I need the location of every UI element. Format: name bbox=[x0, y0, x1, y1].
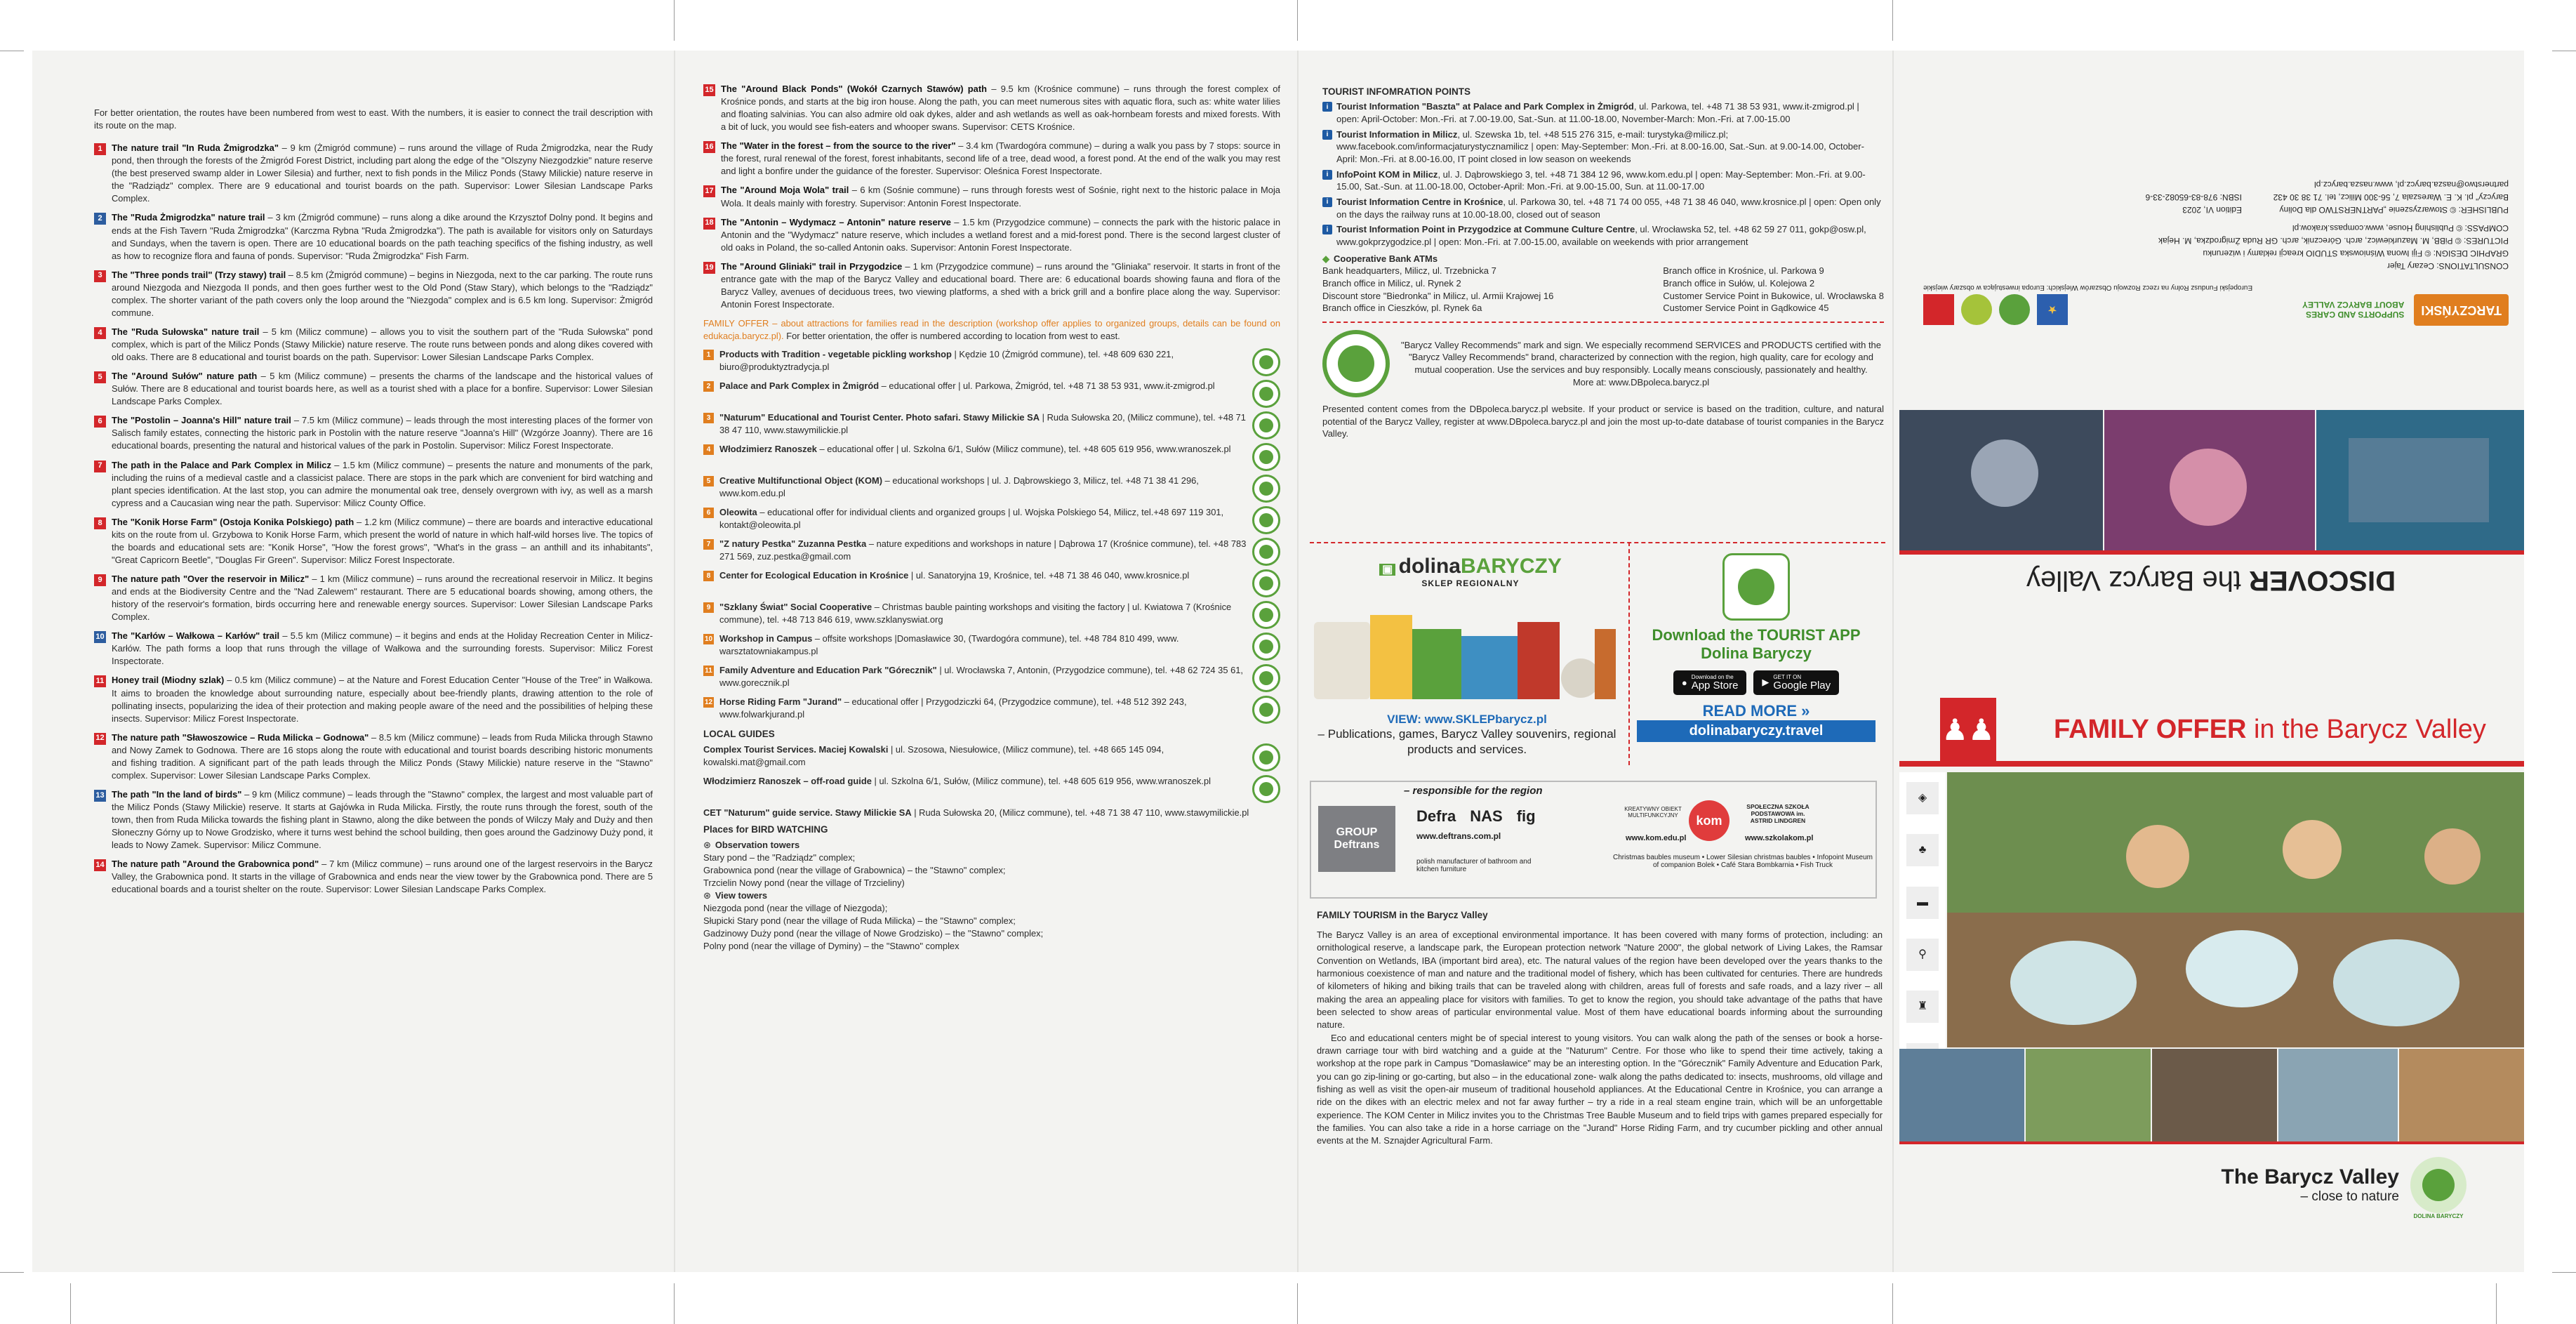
trail-number: 3 bbox=[94, 270, 106, 282]
info-title: Tourist Information in Milicz bbox=[1336, 128, 1458, 140]
family-offer-item bbox=[703, 411, 1280, 439]
app-download-block bbox=[1637, 553, 1875, 742]
red-bar bbox=[1899, 1141, 2524, 1144]
trail-title: The path "In the land of birds" bbox=[112, 788, 242, 800]
trail-item bbox=[703, 184, 1280, 209]
discover-photo-strip bbox=[1899, 410, 2524, 552]
offer-number: 3 bbox=[703, 413, 714, 423]
trail-item bbox=[94, 370, 653, 408]
trail-title: The "Three ponds trail" (Trzy stawy) trail bbox=[112, 269, 286, 280]
info-icon: i bbox=[1322, 197, 1332, 207]
trail-text: – 3 km (Żmigród commune) – runs along a dike around the Krzysztof Dolny pond. It begins and ends at the Fish Tavern "Ruda Żmigrodzka" (Karczma Rybna "Ruda Żmigrodzka"). The path is available for visitors only on Saturdays and Sundays, when the tavern is open. There are 10 educational boards on the path teaching specifics of the fishing industry, as well as how to recognize flora and fauna of ponds. Supervisor: "Ruda Żmigrodzka" Fish Farm. bbox=[112, 212, 653, 261]
offer-number: 2 bbox=[703, 381, 714, 392]
crop-mark bbox=[0, 1272, 24, 1273]
trail-item bbox=[94, 142, 653, 205]
trail-text: – 3.4 km (Twardogóra commune) – during a walk you pass by 7 stops: source in the forest, rural renewal of the forest, forest inhabitants, second life of a tree, dead wood, a forest pond. At the end of the walk you may rest and light a bonfire under the guidance of the forester. Supervisor: Oleśnica Forest Inspectorate. bbox=[721, 140, 1281, 177]
eu-flag-icon: ★ bbox=[2037, 295, 2068, 326]
trail-number: 8 bbox=[94, 517, 106, 529]
trail-number: 15 bbox=[703, 84, 715, 96]
recommends-badge-icon bbox=[1252, 775, 1280, 803]
offer-title: Horse Riding Farm "Jurand" bbox=[719, 696, 842, 708]
atm-item: Branch office in Cieszków, pl. Rynek 6a bbox=[1322, 303, 1482, 314]
guide-title: CET "Naturum" guide service. Stawy Milickie SA bbox=[703, 807, 912, 819]
hiking-icon: ♜ bbox=[1906, 991, 1939, 1023]
trail-number: 9 bbox=[94, 574, 106, 586]
family-offer-item bbox=[703, 696, 1280, 724]
trail-item bbox=[94, 269, 653, 319]
recommends-badge-icon bbox=[1252, 443, 1280, 471]
info-icon: i bbox=[1322, 102, 1332, 112]
offer-title: "Naturum" Educational and Tourist Center. Photo safari. Stawy Milickie SA bbox=[719, 412, 1040, 423]
google-play-button[interactable]: ▶ GET IT ON Google Play bbox=[1753, 670, 1839, 695]
atm-item: Customer Service Point in Bukowice, ul. Wrocławska 8 bbox=[1663, 290, 1884, 301]
brand-name: Defra bbox=[1416, 807, 1456, 825]
trail-text: – 8.5 km (Żmigród commune) – begins in Niezgoda, next to the car parking. The route runs around Niezgoda and Niezgoda II ponds, and then goes further west to the Old Pond (Staw Stary), which belongs to the "Radziądz" complex. The shorter variant of the path covers only the loop around the "Niezgoda" complex and is 6.5 km long. Supervisor: Żmigród commune. bbox=[112, 269, 653, 318]
tower-item: Grabownica pond (near the village of Grabownica) – the "Stawno" complex; bbox=[703, 865, 1006, 876]
supports-text: SUPPORTS AND CARES ABOUT BARYCZ VALLEY bbox=[2302, 300, 2405, 320]
trail-item bbox=[94, 211, 653, 262]
atm-list-right bbox=[1663, 265, 1884, 315]
recommends-text: "Barycz Valley Recommends" mark and sign. We especially recommend SERVICES and PRODUCTS certified with the "Barycz Valley Recommends" brand, characterized by connection with the region, high quality, care for ecology and mutual cooperation. Use the services and buy responsibly. Locally means consciously, passionately and healthy. bbox=[1400, 339, 1882, 376]
deftrans-logo: GROUP Deftrans bbox=[1318, 806, 1395, 872]
trail-number: 17 bbox=[703, 185, 715, 197]
recommends-badge-icon bbox=[1252, 696, 1280, 724]
crop-mark bbox=[1892, 0, 1893, 41]
atm-item: Bank headquarters, Milicz, ul. Trzebnicka 7 bbox=[1322, 265, 1496, 277]
trail-number: 4 bbox=[94, 327, 106, 339]
trail-number: 18 bbox=[703, 218, 715, 230]
trail-text: – 1 km (Milicz commune) – runs around the recreational reservoir in Milicz. It begins and ends at the Biodiversity Centre and the "Nad Zalewem" restaurant. There are 5 educational boards showing, among others, the history of the reservoir's formation, birds occurring here and renewable energy sources. Supervisor: Lower Silesian Landscape Parks Complex. bbox=[112, 574, 653, 623]
offer-text: | ul. Wrocławska 7, Antonin, (Przygodzice commune), tel. +48 62 724 35 61, www.gorecznik.pl bbox=[719, 665, 1243, 689]
dolina-baryczy-logo: DOLINA BARYCZY bbox=[2405, 1157, 2472, 1227]
offer-text: – educational offer for individual clients and organized groups | ul. Wojska Polskiego 54, Milicz, tel.+48 697 119 301, kontakt@oleowita.pl bbox=[719, 507, 1224, 531]
red-bar bbox=[1899, 761, 2524, 767]
trail-item bbox=[94, 414, 653, 452]
recommends-badge-icon bbox=[1252, 601, 1280, 629]
info-icon: i bbox=[1322, 225, 1332, 234]
info-title: Tourist Information Point in Przygodzice at Commune Culture Centre bbox=[1336, 224, 1635, 235]
trail-item bbox=[703, 140, 1280, 178]
family-offer-item bbox=[703, 538, 1280, 566]
play-icon: ▶ bbox=[1762, 677, 1770, 688]
recommends-badge-icon bbox=[1252, 348, 1280, 376]
atm-title: Cooperative Bank ATMs bbox=[1334, 253, 1438, 264]
tower-item: Polny pond (near the village of Dyminy) – the "Stawno" complex bbox=[703, 941, 960, 952]
recommends-badge-icon bbox=[1252, 633, 1280, 661]
tourist-info-item bbox=[1322, 100, 1884, 125]
offer-number: 12 bbox=[703, 697, 714, 708]
trail-text: – 7.5 km (Milicz commune) – leads through the most interesting places of the former von Salisch family estates, connecting the historic park in Postolin with the nature reserve "Joanna's Hill" (Wzgórze Joanny). There are 16 educational boards, presenting the natural and historical values of the park in Postolin. Supervisor: Milicz Forest Inspectorate. bbox=[112, 415, 653, 451]
trail-item bbox=[94, 858, 653, 896]
kom-url[interactable]: www.kom.edu.pl bbox=[1626, 834, 1687, 842]
bird-watching-title: Places for BIRD WATCHING bbox=[703, 824, 828, 835]
tarczynski-logo: TARCZYŃSKI bbox=[2414, 294, 2509, 326]
regional-products-image bbox=[1307, 601, 1624, 706]
leader-logo bbox=[1999, 295, 2030, 326]
tower-item: Niezgoda pond (near the village of Niezgoda); bbox=[703, 903, 888, 914]
trail-number: 1 bbox=[94, 143, 106, 155]
offer-title: "Szklany Świat" Social Cooperative bbox=[719, 602, 872, 613]
trail-item bbox=[703, 260, 1280, 311]
tourist-info-list bbox=[1322, 100, 1884, 248]
guide-text: | ul. Szosowa, Niesułowice, (Milicz commune), tel. +48 665 145 094, kowalski.mat@gmail.com bbox=[703, 744, 1164, 768]
recommends-badge-icon bbox=[1252, 538, 1280, 566]
trail-title: The "Antonin – Wydymacz – Antonin" nature reserve bbox=[721, 216, 951, 227]
intro-text: For better orientation, the routes have been numbered from west to east. With the numbers, it is easier to connect the trail description with its route on the map. bbox=[94, 107, 653, 131]
publisher: PUBLISHER: © Stowarzyszenie „PARTNERSTWO dla Doliny Baryczy" pl. K. E. Wareszala 7, 56-300 Milicz, tel. 71 38 30 432 partnerstwo@nasza.barycz.pl, www.nasza.barycz.pl bbox=[2273, 180, 2509, 215]
fish-icon: ◈ bbox=[1906, 782, 1939, 814]
prow-logo bbox=[1961, 295, 1992, 326]
workshop-photo bbox=[1947, 772, 2524, 1047]
offer-text: – educational offer | ul. Szkolna 6/1, Sułów (Milicz commune), tel. +48 605 619 956, www.wranoszek.pl bbox=[816, 444, 1231, 455]
trail-list bbox=[94, 142, 653, 896]
consultations: CONSULTATIONS: Cezary Tajer bbox=[2386, 261, 2509, 271]
fold-line bbox=[1892, 51, 1894, 1272]
info-icon: i bbox=[1322, 130, 1332, 140]
apple-icon: ● bbox=[1681, 677, 1687, 688]
kom-logo: kom bbox=[1689, 800, 1729, 841]
bottom-photo-strip bbox=[1899, 1049, 2524, 1141]
recommends-badge-icon bbox=[1252, 743, 1280, 772]
trail-item bbox=[94, 630, 653, 668]
trail-item bbox=[94, 516, 653, 567]
trail-number: 12 bbox=[94, 733, 106, 745]
family-tourism-p1: The Barycz Valley is an area of exceptional environmental importance. It has been covered with many forms of protection, including: an ornithological reserve, a landscape park, the European protection network "Nature 2000", the global network of Living Lakes, the Ramsar Convention on Wetlands, IBA (important bird area), etc. The natural values of the region have been developed over the years thanks to the harmonious coexistence of man and nature and the traditional model of fishery, which has been cultivated for centuries. There are hundreds of kilometers of hiking and biking trails that can be traveled along with children, areas full of forests and safe roads, and a lazy river – all making the area an appealing place for visitors with families. To get to know the region, you should take advantage of the paths that have been selected to show areas of particular environmental value. Most of them have educational boards informing about the surrounding nature. bbox=[1317, 929, 1883, 1031]
trail-number: 14 bbox=[94, 859, 106, 871]
trail-text: – 0.5 km (Milicz commune) – at the Nature and Forest Education Center "House of the Tree" in Wałkowa. It aims to broaden the knowledge about surrounding nature, especially about bee-friendly plants, drawing attention to the role of pollinating insects, popularizing the idea of their protection and making people aware of the need and the possibilities of helping these insects. Supervisor: Milicz Forest Inspectorate. bbox=[112, 675, 653, 724]
trail-title: Honey trail (Miodny szlak) bbox=[112, 675, 225, 686]
binoculars-icon: ⊛ bbox=[703, 839, 711, 850]
trail-title: The "Around Black Ponds" (Wokół Czarnych Stawów) path bbox=[721, 84, 988, 94]
recommends-badge-icon bbox=[1252, 506, 1280, 534]
recommends-badge-icon bbox=[1252, 664, 1280, 692]
crop-mark bbox=[1297, 1283, 1298, 1324]
kom-name: KREATYWNY OBIEKT MULTIFUNKCYJNY bbox=[1624, 806, 1682, 819]
atm-item: Branch office in Milicz, ul. Rynek 2 bbox=[1322, 278, 1461, 289]
family-offer-intro: FAMILY OFFER – about attractions for families read in the description (workshop offer applies to organized groups, details can be found on edukacja.barycz.pl). For better orientation, the offer is numbered according to location from west to east. bbox=[703, 318, 1280, 342]
family-offer-title: FAMILY OFFER in the Barycz Valley bbox=[2054, 715, 2486, 744]
guide-title: Complex Tourist Services. Maciej Kowalski bbox=[703, 744, 889, 755]
crop-mark bbox=[1297, 0, 1298, 41]
offer-title: Workshop in Campus bbox=[719, 633, 813, 644]
trail-item bbox=[94, 459, 653, 510]
info-column bbox=[1322, 86, 1884, 446]
nature-icon: ♣ bbox=[1906, 834, 1939, 866]
offer-text: – offsite workshops |Domasławice 30, (Twardogóra commune), tel. +48 784 810 499, www. warsztatowniakampus.pl bbox=[719, 633, 1179, 657]
offer-title: "Z natury Pestka" Zuzanna Pestka bbox=[719, 538, 867, 550]
trail-number: 2 bbox=[94, 213, 106, 225]
family-offer-item bbox=[703, 506, 1280, 534]
trail-item bbox=[703, 216, 1280, 254]
info-text: , ul. J. Dąbrowskiego 3, tel. +48 71 384 12 96, www.kom.edu.pl | open: May-September: Mon.-Fri. at 9.00-15.00, Sat.-Sun. at 11.00-18.00, October-April: Mon.-Fri. at 9.00-15.00, Sun. at 11.00-17.00 bbox=[1336, 168, 1866, 192]
presented-text: Presented content comes from the DBpoleca.barycz.pl website. If your product or service is based on the tradition, culture, and natural potential of the Barycz Valley, register at www.DBpoleca.barycz.pl and join the most up-to-date database of tourist companies in the Barycz Valley. bbox=[1322, 404, 1884, 439]
recommends-badge-icon bbox=[1252, 475, 1280, 503]
trail-title: The "Around Moja Wola" trail bbox=[721, 185, 849, 196]
info-text: , ul. Wrocławska 52, tel. +48 62 59 27 011, gokp@osw.pl, www.gokprzygodzice.pl | open: Mon.-Fri. at 7.00-15.00, available on weekends with prior arrangement bbox=[1336, 224, 1866, 248]
shop-app-divider bbox=[1628, 542, 1630, 765]
trail-title: The "Karłów – Wałkowa – Karłów" trail bbox=[112, 630, 280, 642]
app-title: Download the TOURIST APP Dolina Baryczy bbox=[1652, 626, 1861, 663]
offer-text: | Kędzie 10 (Żmigród commune), tel. +48 609 630 221, biuro@produktyztradycja.pl bbox=[719, 349, 1174, 373]
trail-text: – 5 km (Milicz commune) – allows you to visit the southern part of the "Ruda Sułowska" pond complex, which is part of the Milicz Ponds (Stawy Milickie) nature reserve. The route runs between ponds and along dikes covered with old oaks. There are 8 educational and tourist boards on the path. Supervisor: Lower Silesian Landscape Parks Complex. bbox=[112, 326, 653, 363]
deftrans-desc: polish manufacturer of bathroom and kitchen furniture bbox=[1416, 858, 1532, 873]
fold-line bbox=[1297, 51, 1299, 1272]
regional-shop-logo: ▣ dolinaBARYCZY SKLEP REGIONALNY bbox=[1369, 555, 1572, 588]
atm-item: Branch office in Sułów, ul. Kolejowa 2 bbox=[1663, 278, 1815, 289]
trail-title: The path in the Palace and Park Complex in Milicz bbox=[112, 459, 331, 470]
trail-item bbox=[94, 788, 653, 852]
trail-text: – 8.5 km (Milicz commune) – leads from Ruda Milicka through Stawno and Nowy Zamek to Godnowa. There are 16 stops along the route with educational and tourist boards describing historic monuments and fishing tradition. A significant part of the path leads through the Milicz Ponds (Stawy Milickie) nature reserve in the "Stawno" complex. Supervisor: Lower Silesian Landscape Parks Complex. bbox=[112, 731, 653, 781]
offer-title: Products with Tradition - vegetable pickling workshop bbox=[719, 349, 952, 360]
graphic-design: GRAPHIC DESIGN: © Fiji Iwona Wiśniowska STUDIO kreacji reklamy i wizerunku bbox=[2203, 249, 2509, 258]
guides-list bbox=[703, 743, 1280, 819]
atm-item: Customer Service Point in Gądkowice 45 bbox=[1663, 303, 1829, 314]
red-bar bbox=[1899, 550, 2524, 555]
shop-link[interactable]: VIEW: www.SKLEPbarycz.pl bbox=[1387, 713, 1547, 726]
crop-mark bbox=[70, 1283, 71, 1324]
chevron-right-icon: » bbox=[1801, 701, 1810, 720]
trails-column-2 bbox=[703, 83, 1280, 953]
offer-title: Oleowita bbox=[719, 507, 757, 518]
guide-item bbox=[703, 807, 1280, 819]
trail-text: – 5 km (Milicz commune) – presents the charms of the landscape and the historical values of Sułów. There are 8 educational and tourist boards here, as well as a tourist shed with a place for a bonfire. Supervisor: Lower Silesian Landscape Parks Complex. bbox=[112, 371, 653, 407]
info-text: , ul. Szewska 1b, tel. +48 515 276 315, e-mail: turystyka@milicz.pl; www.facebook.com/informacjaturystycznamilicz | open: May-September: Mon.-Fri. at 8.00-16.00, Sat.-Sun. at 9.00-14.00, October-April: Mon.-Fri. at 8.00-16.00, IT point closed in low season on weekends bbox=[1336, 128, 1864, 165]
trail-number: 19 bbox=[703, 262, 715, 274]
family-offer-item bbox=[703, 633, 1280, 661]
local-guides-title: LOCAL GUIDES bbox=[703, 729, 775, 740]
family-offer-item bbox=[703, 443, 1280, 471]
trail-title: The "Around Sułów" nature path bbox=[112, 371, 258, 382]
offer-text: – Christmas bauble painting workshops and visiting the factory | ul. Kwiatowa 7 (Krośnice commune), tel. +48 713 846 619, www.szklanyswiat.org bbox=[719, 602, 1232, 625]
trail-text: – 1.5 km (Milicz commune) – presents the nature and monuments of the park, including the ruins of a medieval castle and a classicist palace. There are stops in the park which are convenient for bird watching and plant species identification. At the last stop, you can admire the monumental oak tree, densely overgrown with ivy, as well as a marsh cypress and a Caucasian wing near the path. Supervisor: Milicz County Office. bbox=[112, 459, 653, 508]
deftrans-brands bbox=[1416, 807, 1536, 826]
family-offer-item bbox=[703, 601, 1280, 629]
brand-name: fig bbox=[1516, 807, 1536, 825]
info-title: Tourist Information Centre in Krośnice bbox=[1336, 197, 1503, 208]
guide-title: Włodzimierz Ranoszek – off-road guide bbox=[703, 776, 872, 787]
family-tourism-title: FAMILY TOURISM in the Barycz Valley bbox=[1317, 910, 1488, 920]
edition: Edition VI, 2023 bbox=[2182, 205, 2242, 215]
trail-text: – 5.5 km (Milicz commune) – it begins and ends at the Holiday Recreation Center in Milicz- Karłów. The path forms a loop that runs through the village of Wałkowa and the surrounding forests. Supervisor: Milicz Forest Inspectorate. bbox=[112, 630, 653, 667]
family-icon: ♟♟ bbox=[1940, 698, 1996, 761]
offer-number: 1 bbox=[703, 350, 714, 360]
tourist-info-title: TOURIST INFOMRATION POINTS bbox=[1322, 86, 1470, 97]
offer-text: – educational workshops | ul. J. Dąbrowskiego 3, Milicz, tel. +48 71 38 41 296, www.kom.edu.pl bbox=[719, 475, 1199, 499]
offer-title: Center for Ecological Education in Krośnice bbox=[719, 570, 909, 581]
shop-caption: VIEW: www.SKLEPbarycz.pl – Publications, games, Barycz Valley souvenirs, regional products and services. bbox=[1313, 712, 1621, 757]
offer-number: 6 bbox=[703, 508, 714, 518]
trail-number: 10 bbox=[94, 631, 106, 643]
view-towers-list bbox=[703, 902, 1280, 953]
family-offer-item bbox=[703, 569, 1280, 597]
trail-number: 11 bbox=[94, 675, 106, 687]
observation-towers-list bbox=[703, 852, 1280, 889]
crop-mark bbox=[1892, 1283, 1893, 1324]
offer-title: Palace and Park Complex in Żmigród bbox=[719, 380, 879, 392]
family-offer-item bbox=[703, 664, 1280, 692]
offer-text: – nature expeditions and workshops in nature | Dąbrowa 17 (Krośnice commune), tel. +48 783 271 569, zuz.pestka@gmail.com bbox=[719, 538, 1247, 562]
family-tourism-p2: Eco and educational centers might be of special interest to young visitors. You can walk along the path of the senses or book a horse-drawn carriage tour with bird watching and a guide at the "Naturum" Centre. For those who like to spend their time actively, taking a workshop at the rope park in Campus "Domasławice" may be an interesting option. In the "Górecznik" Family Adventure and Education Park, you can go zip-lining or go-carting, but also – in the educational zone- walk along the paths dedicated to: insects, mushrooms, old village and fishing as well as visit the open-air museum of traditional household appliances. At the Educational Centre in Krośnice, you can arrange a ride on the dikes with an electric melex and not far away further – try a ride in a real steam engine train, which will be an unforgettable experience. The KOM Center in Milicz invites you to the Christmas Tree Bauble Museum and to field trips with games prepared especially for the families. You can also take a ride in a horse carriage on the "Jurand" Horse Riding Farm, and try cucumber pickling and other annual events at the M. Sznajder Agricultural Farm. bbox=[1317, 1032, 1883, 1146]
trail-text: – 9 km (Milicz commune) – leads through the "Stawno" complex, the largest and most valuable part of the Milicz Ponds (Stawy Milickie) reserve. It starts at Gajówka in Ruda Milicka. Firstly, the route runs through the forest, south of the town, then from Ruda Milicka towards the fishing plant in Stawno, along the dike between the ponds of Wilczy Mały and Duży and then Słoneczny Górny up to Nowe Grodzisko, where it turns west behind the school building, then goes around the Gadzinowy Duży pond, it leads to Nowy Zamek. Supervisor: Milicz Commune. bbox=[112, 788, 653, 851]
crop-mark bbox=[2552, 1272, 2576, 1273]
recommends-badge-icon bbox=[1252, 411, 1280, 439]
guide-text: | ul. Szkolna 6/1, Sułów, (Milicz commune), tel. +48 605 619 956, www.wranoszek.pl bbox=[871, 776, 1211, 787]
crop-mark bbox=[2496, 1283, 2497, 1324]
trail-number: 5 bbox=[94, 371, 106, 383]
trail-title: The nature path "Sławoszowice – Ruda Milicka – Godnowa" bbox=[112, 731, 369, 743]
responsible-title: – responsible for the region bbox=[1404, 785, 1543, 797]
family-offer-list bbox=[703, 348, 1280, 724]
trail-number: 6 bbox=[94, 416, 106, 428]
guide-item bbox=[703, 775, 1280, 803]
trail-title: The "Around Gliniaki" trail in Przygodzice bbox=[721, 260, 903, 272]
bank-icon: ◆ bbox=[1322, 253, 1329, 264]
observation-towers-title: Observation towers bbox=[715, 839, 800, 850]
atm-item: Discount store "Biedronka" in Milicz, ul. Armii Krajowej 16 bbox=[1322, 290, 1554, 301]
trail-text: – 6 km (Sośnie commune) – runs through forests west of Sośnie, right next to the historic palace in Moja Wola. It deals mainly with forestry. Supervisor: Antonin Forest Inspectorate. bbox=[721, 185, 1280, 208]
offer-title: Creative Multifunctional Object (KOM) bbox=[719, 475, 883, 486]
family-offer-item bbox=[703, 348, 1280, 376]
shop-icon: ▣ bbox=[1379, 564, 1395, 576]
bike-icon: ⚲ bbox=[1906, 939, 1939, 971]
recommends-badge-icon bbox=[1252, 380, 1280, 408]
travel-url-button[interactable]: dolinabaryczy.travel bbox=[1637, 720, 1875, 742]
guide-item bbox=[703, 743, 1280, 772]
info-icon: i bbox=[1322, 170, 1332, 180]
atm-list-left bbox=[1322, 265, 1553, 315]
trail-number: 13 bbox=[94, 790, 106, 802]
trail-title: The "Water in the forest – from the source to the river" bbox=[721, 140, 956, 152]
trail-title: The nature path "Around the Grabownica pond" bbox=[112, 859, 319, 870]
trail-list bbox=[703, 83, 1280, 311]
atm-item: Branch office in Krośnice, ul. Parkowa 9 bbox=[1663, 265, 1824, 277]
offer-number: 10 bbox=[703, 634, 714, 644]
trail-number: 16 bbox=[703, 141, 715, 153]
pictures: PICTURES: © PiBB, M. Mazurkiewicz, arch. Górecznik, arch. GR Ruda Żmigrodzka, M. Hejak bbox=[2158, 236, 2509, 246]
info-text: , ul. Parkowa, tel. +48 71 38 53 931, www.it-zmigrod.pl | open: April-October: Mon.-Fri. at 7.00-19.00, Sat.-Sun. at 11.00-18.00, November-March: Mon.-Fri. at 7.00-15.00 bbox=[1336, 101, 1859, 125]
school-url[interactable]: www.szkolakom.pl bbox=[1745, 834, 1814, 842]
app-icon[interactable] bbox=[1722, 553, 1790, 621]
trail-item bbox=[94, 731, 653, 782]
trail-text: – 1.2 km (Milicz commune) – there are boards and interactive educational kits on the route from ul. Grzybowa to Konik Horse Farm, which present the world of nature in which half-wild horses live. The topics of the boards and educational sets are: "Konik Horse", "How the forest grows", "What's in the grass – an anthill and its inhabitants", "Great Capricorn Beetle", "Douglas Fir Green". Supervisor: Milicz Forest Inspectorate. bbox=[112, 516, 653, 565]
view-towers-title: View towers bbox=[715, 890, 768, 901]
info-title: InfoPoint KOM in Milicz bbox=[1336, 168, 1438, 180]
trails-column-1 bbox=[94, 63, 653, 902]
tower-item: Słupicki Stary pond (near the village of Ruda Milicka) – the "Stawno" complex; bbox=[703, 915, 1016, 927]
trail-title: The "Postolin – Joanna's Hill" nature trail bbox=[112, 415, 291, 426]
family-offer-item bbox=[703, 475, 1280, 503]
trail-text: – 7 km (Milicz commune) – runs around one of the largest reservoirs in the Barycz Valley, the Grabownica pond. It starts in the village of Grabownica and ends near the view tower by the Grabownica pond. There are 5 educational boards and a tourist shelter on the route. Supervisor: Lower Silesian Landscape Parks Complex. bbox=[112, 859, 653, 895]
tower-item: Trzcielin Nowy pond (near the village of Trzcieliny) bbox=[703, 878, 905, 889]
tourist-info-item bbox=[1322, 168, 1884, 193]
info-text: , ul. Parkowa 30, tel. +48 71 74 00 055, +48 71 38 46 040, www.krosnice.pl | open: Open only on the days the railway runs at 10.00-18.00, closed out of season bbox=[1336, 197, 1881, 220]
school-name: SPOŁECZNA SZKOŁA PODSTAWOWA im. ASTRID LINDGREN bbox=[1746, 803, 1810, 824]
compass: COMPASS: © Publishing House, www.compass.krakow.pl bbox=[2292, 223, 2509, 233]
credits-panel-upside-down bbox=[1923, 77, 2509, 337]
binoculars-icon: ⊛ bbox=[703, 890, 711, 901]
kom-desc: Christmas baubles museum • Lower Silesian christmas baubles • Infopoint Museum of companion Bolek • Café Stara Bombkarnia • Fish Truck bbox=[1613, 854, 1873, 869]
offer-number: 11 bbox=[703, 666, 714, 676]
trail-title: The "Ruda Żmigrodzka" nature trail bbox=[112, 212, 265, 223]
offer-number: 4 bbox=[703, 444, 714, 455]
deftrans-url[interactable]: www.deftrans.com.pl bbox=[1416, 831, 1501, 841]
offer-number: 8 bbox=[703, 571, 714, 581]
isbn: ISBN: 978-83-65082-33-6 bbox=[2145, 192, 2242, 202]
guide-text: | Ruda Sułowska 20, (Milicz commune), tel. +48 71 38 47 110, www.stawymilickie.pl bbox=[911, 807, 1249, 819]
fold-line bbox=[674, 51, 675, 1272]
eu-text: Europejski Fundusz Rolny na rzecz Rozwoju Obszarów Wiejskich: Europa inwestująca w obszary wiejskie bbox=[1923, 284, 2253, 291]
trail-item bbox=[703, 83, 1280, 133]
bed-icon: ▬ bbox=[1906, 887, 1939, 919]
trail-title: The "Konik Horse Farm" (Ostoja Konika Polskiego) path bbox=[112, 516, 354, 527]
info-title: Tourist Information "Baszta" at Palace and Park Complex in Żmigród bbox=[1336, 101, 1634, 112]
crop-mark bbox=[674, 0, 675, 41]
tower-item: Gadzinowy Duży pond (near the village of Nowe Grodzisko) – the "Stawno" complex; bbox=[703, 928, 1044, 939]
barycz-valley-recommends-logo bbox=[1322, 330, 1390, 397]
offer-title: Włodzimierz Ranoszek bbox=[719, 444, 817, 455]
recommends-badge-icon bbox=[1252, 569, 1280, 597]
trail-text: – 1.5 km (Przygodzice commune) – connects the park with the historic palace in Antonin and the "Wydymacz" nature reserve, which includes a wetland forest and a mid-forest pond. There is the second largest cluster of old oaks in Poland, the so-called Antonin oaks. Supervisor: Antonin Forest Inspectorate. bbox=[721, 216, 1280, 253]
offer-text: – educational offer | Przygodziczki 64, (Przygodzice commune), tel. +48 512 392 243, www.folwarkjurand.pl bbox=[719, 696, 1187, 720]
offer-number: 9 bbox=[703, 602, 714, 613]
tourist-info-item bbox=[1322, 196, 1884, 220]
crop-mark bbox=[674, 1283, 675, 1324]
trail-title: The nature trail "In Ruda Żmigrodzka" bbox=[112, 143, 279, 154]
trail-text: – 9 km (Żmigród commune) – runs around the village of Ruda Żmigrodzka, near the Rudy pond, then through the forests of the Żmigród Forest District, including part along the edge of the "Olszyny Niezgodzkie" nature reserve (the best preserved swamp alder in Lower Silesia) and further, next to fish ponds in the Milicz Ponds (Stawy Milickie) nature reserve in the "Radziądz" complex. There are 9 educational and tourist boards on the path. Supervisor: Lower Silesian Landscape Parks Complex. bbox=[112, 143, 653, 204]
discover-title: DISCOVER the Barycz Valley bbox=[2026, 565, 2396, 596]
trail-text: – 9.5 km (Krośnice commune) – runs through the forest complex of Krośnice ponds, and starts at the big iron house. Along the path, you can meet numerous sites with aquatic flora, such as: white water lilies and floating salvinias. You can also admire old oak dykes, alder and ash wetlands as well as oak-hornbeam forests and mixed forests. With a bit of luck, you would see fish-eaters and whooper swans. Supervisor: CETS Krośnice. bbox=[721, 84, 1280, 133]
brand-block: The Barycz Valley – close to nature bbox=[2221, 1165, 2399, 1204]
offer-title: Family Adventure and Education Park "Górecznik" bbox=[719, 665, 937, 676]
trail-number: 7 bbox=[94, 461, 106, 472]
family-offer-item bbox=[703, 380, 1280, 408]
app-store-button[interactable]: ● Download on the App Store bbox=[1673, 670, 1747, 695]
brand-name: NAS bbox=[1470, 807, 1503, 825]
offer-number: 7 bbox=[703, 539, 714, 550]
tourist-info-item bbox=[1322, 223, 1884, 248]
offer-text: – educational offer | ul. Parkowa, Żmigród, tel. +48 71 38 53 931, www.it-zmigrod.pl bbox=[879, 380, 1215, 392]
offer-text: | ul. Sanatoryjna 19, Krośnice, tel. +48 71 38 46 040, www.krosnice.pl bbox=[908, 570, 1190, 581]
trail-title: The nature path "Over the reservoir in Milicz" bbox=[112, 574, 310, 584]
poland-logo bbox=[1923, 295, 1954, 326]
trail-item bbox=[94, 326, 653, 364]
offer-text: | Ruda Sułowska 20, (Milicz commune), tel. +48 71 38 47 110, www.stawymilickie.pl bbox=[719, 412, 1246, 436]
trail-item bbox=[94, 573, 653, 623]
trail-item bbox=[94, 674, 653, 724]
trail-title: The "Ruda Sułowska" nature trail bbox=[112, 326, 260, 337]
family-tourism-section bbox=[1317, 908, 1883, 1153]
read-more-link[interactable]: READ MORE » bbox=[1702, 701, 1810, 720]
tourist-info-item bbox=[1322, 128, 1884, 166]
trail-text: – 1 km (Przygodzice commune) – runs around the "Gliniaka" reservoir. It starts in front of the entrance gate with the map of the Barycz Valley and educational board. There are: 6 educational boards showing fauna and flora of the Barycz Valley, avenues of deciduous trees, two viewing platforms, a shed with a brick grill and a bonfire place along the way. Supervisor: Antonin Forest Inspectorate. bbox=[721, 260, 1281, 310]
recommends-link[interactable]: More at: www.DBpoleca.barycz.pl bbox=[1572, 376, 1710, 388]
offer-number: 5 bbox=[703, 476, 714, 486]
tower-item: Stary pond – the "Radziądz" complex; bbox=[703, 852, 856, 863]
